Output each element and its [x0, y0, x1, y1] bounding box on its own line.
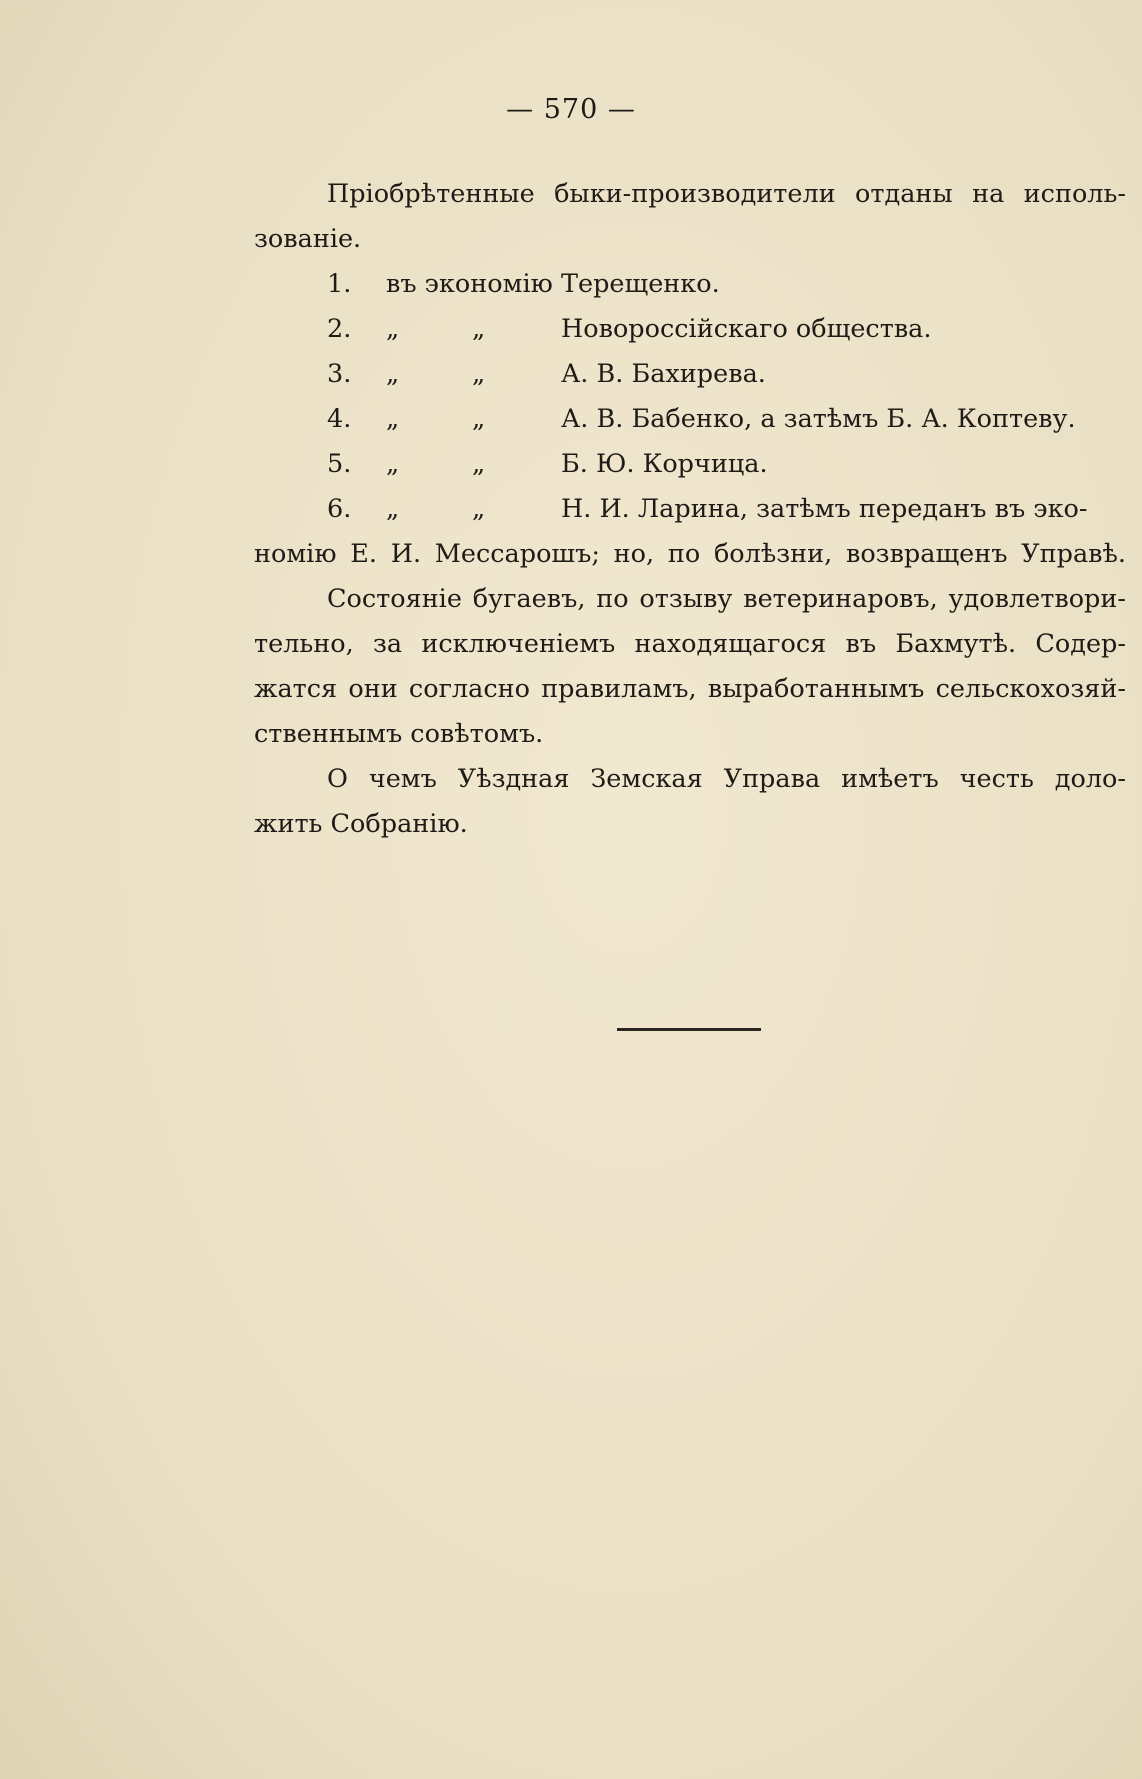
paragraph-line: тельно, за исключеніемъ находящагося въ Бахмутѣ. Содер-	[254, 629, 1126, 659]
list-text: Н. И. Ларина, затѣмъ переданъ въ эко-	[561, 494, 1088, 524]
list-number: 2.	[327, 314, 352, 344]
paragraph-line: номію Е. И. Мессарошъ; но, по болѣзни, возвращенъ Управѣ.	[254, 539, 1126, 569]
list-number: 6.	[327, 494, 352, 524]
ditto-mark: „	[386, 494, 400, 524]
list-text: А. В. Бахирева.	[561, 359, 766, 389]
paragraph-line: жатся они согласно правиламъ, выработаннымъ сельскохозяй-	[254, 674, 1126, 704]
divider-rule	[617, 1028, 761, 1031]
body-text	[254, 172, 1126, 847]
ditto-mark: „	[386, 314, 400, 344]
paragraph-line: Пріобрѣтенные быки-производители отданы на исполь-	[327, 179, 1126, 209]
list-word: въ экономію	[386, 269, 553, 299]
list-number: 1.	[327, 269, 352, 299]
list-text: А. В. Бабенко, а затѣмъ Б. А. Коптеву.	[561, 404, 1076, 434]
ditto-mark: „	[472, 404, 486, 434]
list-item	[254, 397, 1126, 442]
list-text: Терещенко.	[561, 269, 720, 299]
ditto-mark: „	[472, 449, 486, 479]
ditto-mark: „	[386, 404, 400, 434]
paragraph-line: зованіе.	[254, 224, 362, 254]
ditto-mark: „	[472, 359, 486, 389]
ditto-mark: „	[472, 314, 486, 344]
paragraph-line: жить Собранію.	[254, 809, 468, 839]
list-item	[254, 487, 1126, 532]
list-text: Новороссійскаго общества.	[561, 314, 932, 344]
list-number: 3.	[327, 359, 352, 389]
paragraph-line: О чемъ Уѣздная Земская Управа имѣетъ честь доло-	[327, 764, 1126, 794]
list-item	[254, 442, 1126, 487]
list-number: 5.	[327, 449, 352, 479]
paragraph-line: ственнымъ совѣтомъ.	[254, 719, 544, 749]
ditto-mark: „	[472, 494, 486, 524]
page-number: — 570 —	[506, 94, 636, 125]
list-item	[254, 262, 1126, 307]
ditto-mark: „	[386, 449, 400, 479]
list-item	[254, 352, 1126, 397]
paragraph-line: Состояніе бугаевъ, по отзыву ветеринаровъ, удовлетвори-	[327, 584, 1126, 614]
list-item	[254, 307, 1126, 352]
list-number: 4.	[327, 404, 352, 434]
ditto-mark: „	[386, 359, 400, 389]
list-text: Б. Ю. Корчица.	[561, 449, 768, 479]
